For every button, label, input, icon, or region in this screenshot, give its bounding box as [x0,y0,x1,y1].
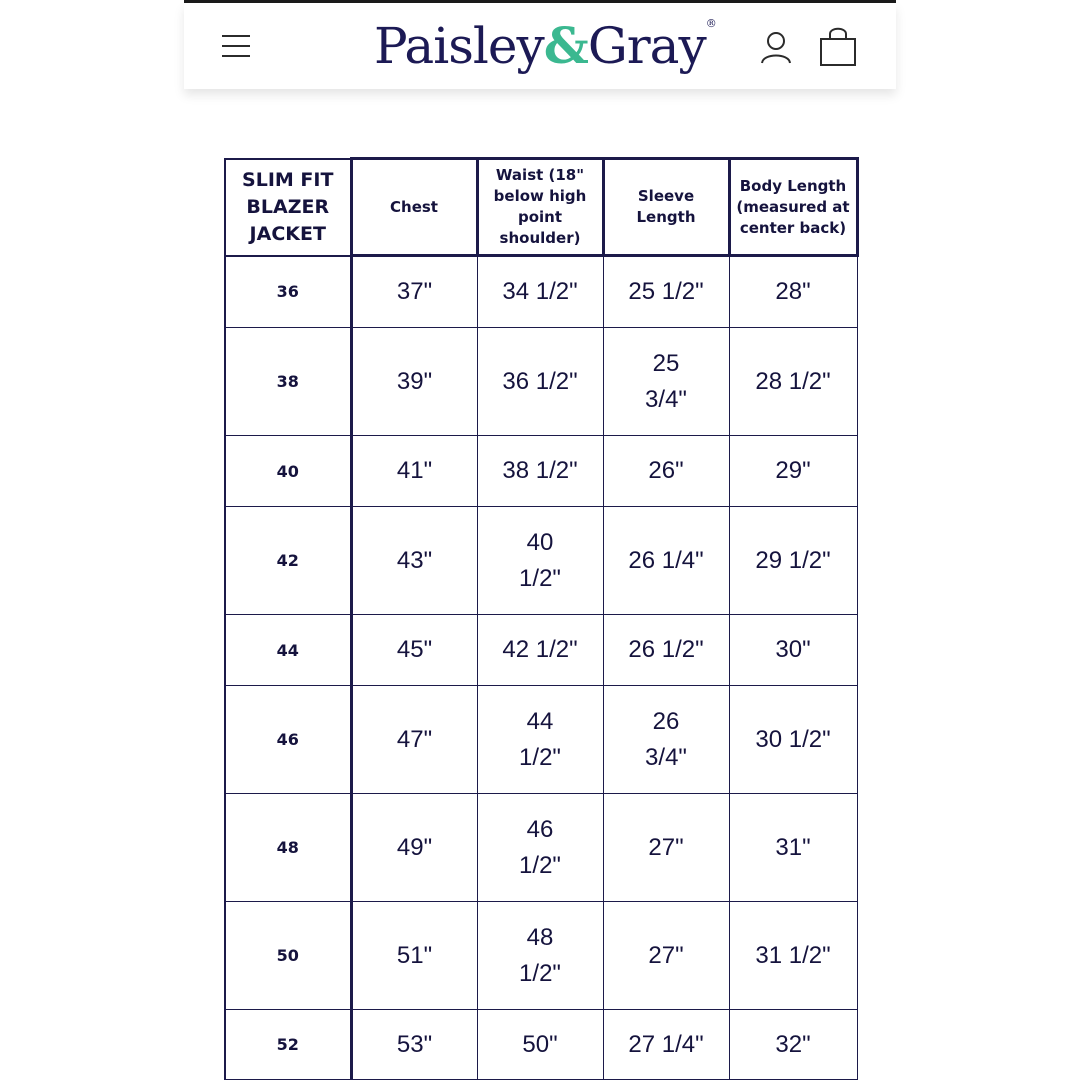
size-cell: 52 [225,1010,351,1080]
user-icon[interactable] [758,29,794,65]
shopping-bag-icon[interactable] [818,25,858,67]
waist-cell [477,686,603,794]
body-length-cell: 32" [729,1010,857,1080]
body-length-cell: 28" [729,256,857,328]
chest-cell: 49" [351,794,477,902]
hamburger-menu-icon[interactable] [222,31,252,61]
sleeve-cell: 26 1/4" [603,507,729,615]
chest-cell: 43" [351,507,477,615]
size-cell: 36 [225,256,351,328]
sleeve-value: 26 3/4" [645,707,687,771]
sleeve-cell: 25 1/2" [603,256,729,328]
waist-value: 46 1/2" [519,815,561,879]
chest-cell: 39" [351,328,477,436]
size-cell: 42 [225,507,351,615]
body-length-cell: 30 1/2" [729,686,857,794]
table-row [225,256,857,328]
mobile-screen [184,0,896,1080]
table-row [225,902,857,1010]
brand-ampersand: & [543,16,588,75]
site-header [184,3,896,89]
table-header-row [225,159,857,256]
size-cell: 50 [225,902,351,1010]
chest-cell: 41" [351,436,477,507]
waist-cell: 38 1/2" [477,436,603,507]
sleeve-cell: 27" [603,902,729,1010]
waist-value: 44 1/2" [519,707,561,771]
sleeve-cell: 26" [603,436,729,507]
table-row [225,436,857,507]
chest-cell: 51" [351,902,477,1010]
waist-cell [477,794,603,902]
registered-mark: ® [705,17,716,30]
column-header-product: SLIM FIT BLAZER JACKET [225,159,351,256]
column-header-waist: Waist (18" below high point shoulder) [477,159,603,256]
size-chart-table [224,157,859,1080]
chest-cell: 45" [351,615,477,686]
sleeve-cell: 27" [603,794,729,902]
brand-name-left: Paisley [374,17,544,75]
column-header-sleeve: Sleeve Length [603,159,729,256]
column-header-chest: Chest [351,159,477,256]
size-cell: 44 [225,615,351,686]
chest-cell: 53" [351,1010,477,1080]
body-length-cell: 29 1/2" [729,507,857,615]
waist-cell: 36 1/2" [477,328,603,436]
sleeve-cell: 27 1/4" [603,1010,729,1080]
waist-value: 40 1/2" [519,528,561,592]
brand-logo[interactable] [374,11,714,81]
waist-cell: 34 1/2" [477,256,603,328]
waist-cell [477,507,603,615]
brand-name-right: Gray [587,17,706,75]
sleeve-cell [603,328,729,436]
size-cell: 38 [225,328,351,436]
body-length-cell: 29" [729,436,857,507]
waist-cell [477,902,603,1010]
table-row [225,507,857,615]
table-row [225,615,857,686]
sleeve-cell: 26 1/2" [603,615,729,686]
waist-value: 48 1/2" [519,923,561,987]
table-row [225,1010,857,1080]
size-cell: 48 [225,794,351,902]
body-length-cell: 31" [729,794,857,902]
chest-cell: 47" [351,686,477,794]
body-length-cell: 31 1/2" [729,902,857,1010]
waist-cell: 42 1/2" [477,615,603,686]
size-cell: 40 [225,436,351,507]
sleeve-cell [603,686,729,794]
table-row [225,794,857,902]
column-header-body-length: Body Length (measured at center back) [729,159,857,256]
table-row [225,328,857,436]
sleeve-value: 25 3/4" [645,349,687,413]
size-cell: 46 [225,686,351,794]
body-length-cell: 30" [729,615,857,686]
waist-cell: 50" [477,1010,603,1080]
table-row [225,686,857,794]
chest-cell: 37" [351,256,477,328]
body-length-cell: 28 1/2" [729,328,857,436]
